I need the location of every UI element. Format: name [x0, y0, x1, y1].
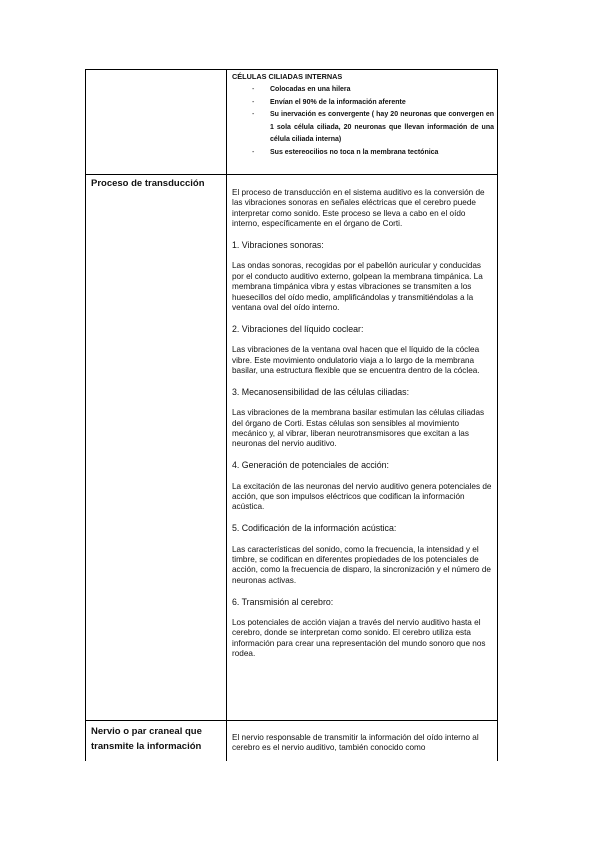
ciliated-cells-heading: CÉLULAS CILIADAS INTERNAS [232, 72, 343, 81]
list-item: - Colocadas en una hilera [232, 84, 494, 97]
nerve-label: Nervio o par craneal que transmite la información [91, 726, 202, 752]
step-text: Las características del sonido, como la frecuencia, la intensidad y el timbre, se codifican en diferentes propiedades de los potenciales de acción, como la frecuencia de disparo, la sincronización y el número de neuronas activas. [232, 544, 491, 585]
table-border-left [85, 69, 86, 761]
step-title: 1. Vibraciones sonoras: [232, 240, 324, 251]
transduction-cell [232, 188, 494, 670]
step-title: 6. Transmisión al cerebro: [232, 596, 334, 607]
step-text: Las ondas sonoras, recogidas por el pabellón auricular y conducidas por el conducto auditivo externo, golpean la membrana timpánica. La membrana timpánica vibra y estas vibraciones se transmiten a los huesecillos del oído medio, amplificándolas y transmitiéndolas a la ventana oval del oído interno. [232, 261, 483, 313]
ciliated-cells-list [232, 84, 494, 159]
step-text: Los potenciales de acción viajan a través del nervio auditivo hasta el cerebro, donde se interpretan como sonido. El cerebro utiliza esta información para crear una representación del mundo sonoro que nos rodea. [232, 618, 486, 659]
list-item: - Sus estereocilios no toca n la membrana tectónica [232, 147, 494, 160]
transduction-intro: El proceso de transducción en el sistema auditivo es la conversión de las vibraciones sonoras en señales eléctricas que el cerebro puede interpretar como sonido. Este proceso se lleva a cabo en el oído interno, específicamente en el órgano de Corti. [232, 188, 485, 229]
step-text: Las vibraciones de la membrana basilar estimulan las células ciliadas del órgano de Corti. Estas células son sensibles al movimiento mecánico y, al vibrar, liberan neurotransmisores que excitan a las neuronas del nervio auditivo. [232, 408, 485, 449]
step-text: La excitación de las neuronas del nervio auditivo genera potenciales de acción, que son impulsos eléctricos que codifican la información acústica. [232, 481, 492, 512]
step-title: 2. Vibraciones del líquido coclear: [232, 323, 364, 334]
document-table [85, 69, 498, 761]
row-divider [85, 174, 498, 175]
nerve-text: El nervio responsable de transmitir la información del oído interno al cerebro es el nervio auditivo, también conocido como [232, 733, 479, 753]
step-title: 4. Generación de potenciales de acción: [232, 460, 389, 471]
column-divider [226, 69, 227, 761]
list-item: - Envían el 90% de la información aferente [232, 97, 494, 110]
step-title: 3. Mecanosensibilidad de las células ciliadas: [232, 386, 410, 397]
transduction-label: Proceso de transducción [91, 178, 205, 189]
ciliated-cells-cell [232, 69, 494, 159]
table-border-right [497, 69, 498, 761]
nerve-cell [232, 733, 494, 764]
step-title: 5. Codificación de la información acústica: [232, 523, 397, 534]
step-text: Las vibraciones de la ventana oval hacen que el líquido de la cóclea vibre. Este movimiento ondulatorio viaja a lo largo de la membrana basilar, una estructura flexible que se encuentra dentro de la cóclea. [232, 345, 480, 376]
list-item: - Su inervación es convergente ( hay 20 neuronas que convergen en 1 sola célula ciliada, 20 neuronas que llevan información de una célula ciliada interna) [232, 109, 494, 147]
row-divider [85, 720, 498, 721]
